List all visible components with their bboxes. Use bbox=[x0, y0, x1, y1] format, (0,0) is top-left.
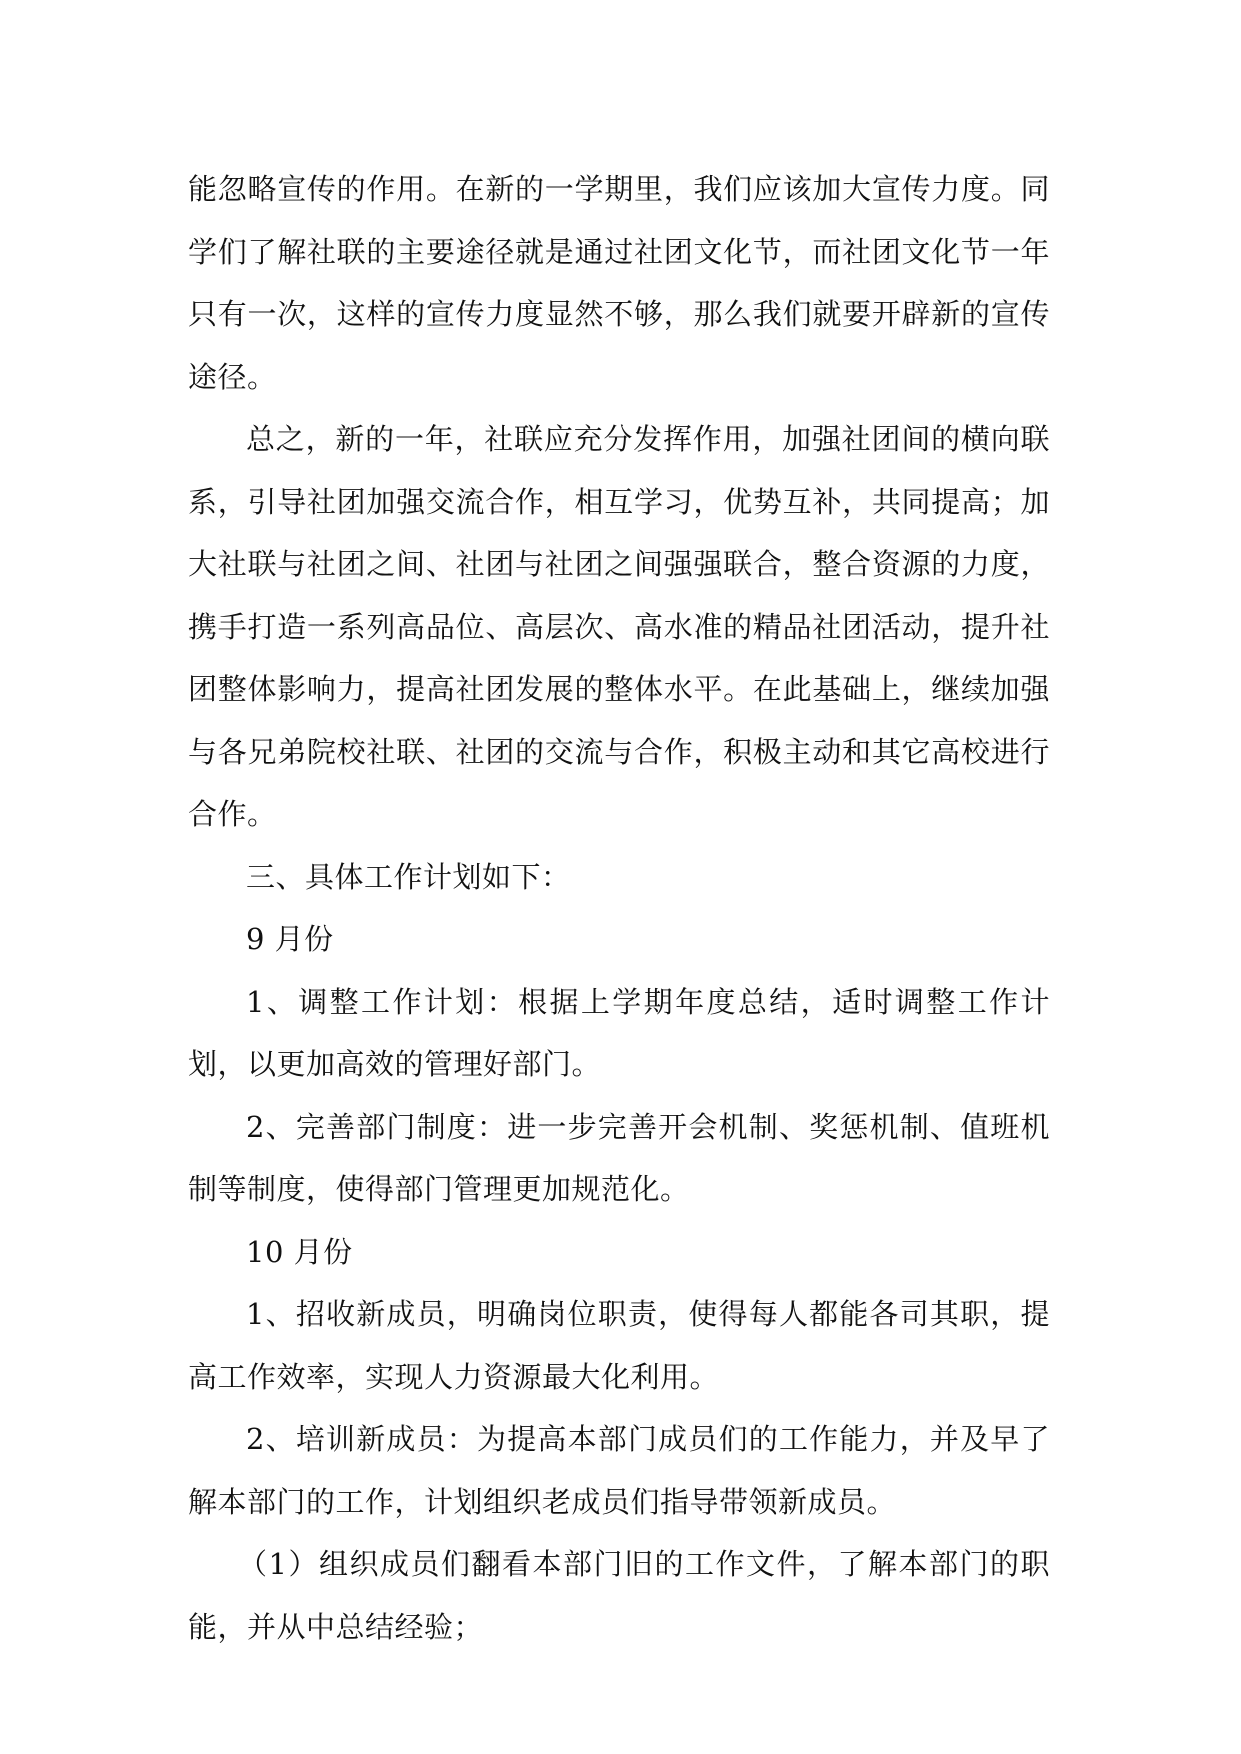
section-heading-work-plan: 三、具体工作计划如下： bbox=[246, 859, 571, 894]
list-item-recruit-members: 1、招收新成员，明确岗位职责，使得每人都能各司其职，提高工作效率，实现人力资源最大化利用。 bbox=[188, 1297, 1050, 1394]
month-heading-september: 9 月份 bbox=[246, 922, 334, 956]
list-item-train-members: 2、培训新成员：为提高本部门成员们的工作能力，并及早了解本部门的工作，计划组织老成员们指导带领新成员。 bbox=[188, 1422, 1050, 1519]
paragraph-publicity: 能忽略宣传的作用。在新的一学期里，我们应该加大宣传力度。同学们了解社联的主要途径就是通过社团文化节，而社团文化节一年只有一次，这样的宣传力度显然不够，那么我们就要开辟新的宣传途径。 bbox=[188, 172, 1050, 394]
sub-item-review-files: （1）组织成员们翻看本部门旧的工作文件，了解本部门的职能，并从中总结经验； bbox=[188, 1547, 1050, 1644]
document-body bbox=[188, 158, 1050, 1658]
month-heading-october: 10 月份 bbox=[246, 1234, 353, 1269]
list-item-adjust-plan: 1、调整工作计划：根据上学期年度总结，适时调整工作计划，以更加高效的管理好部门。 bbox=[188, 984, 1050, 1081]
list-item-improve-rules: 2、完善部门制度：进一步完善开会机制、奖惩机制、值班机制等制度，使得部门管理更加规范化。 bbox=[188, 1109, 1050, 1206]
paragraph-summary: 总之，新的一年，社联应充分发挥作用，加强社团间的横向联系，引导社团加强交流合作，相互学习，优势互补，共同提高；加大社联与社团之间、社团与社团之间强强联合，整合资源的力度，携手打造一系列高品位、高层次、高水准的精品社团活动，提升社团整体影响力，提高社团发展的整体水平。在此基础上，继续加强与各兄弟院校社联、社团的交流与合作，积极主动和其它高校进行合作。 bbox=[188, 422, 1050, 831]
